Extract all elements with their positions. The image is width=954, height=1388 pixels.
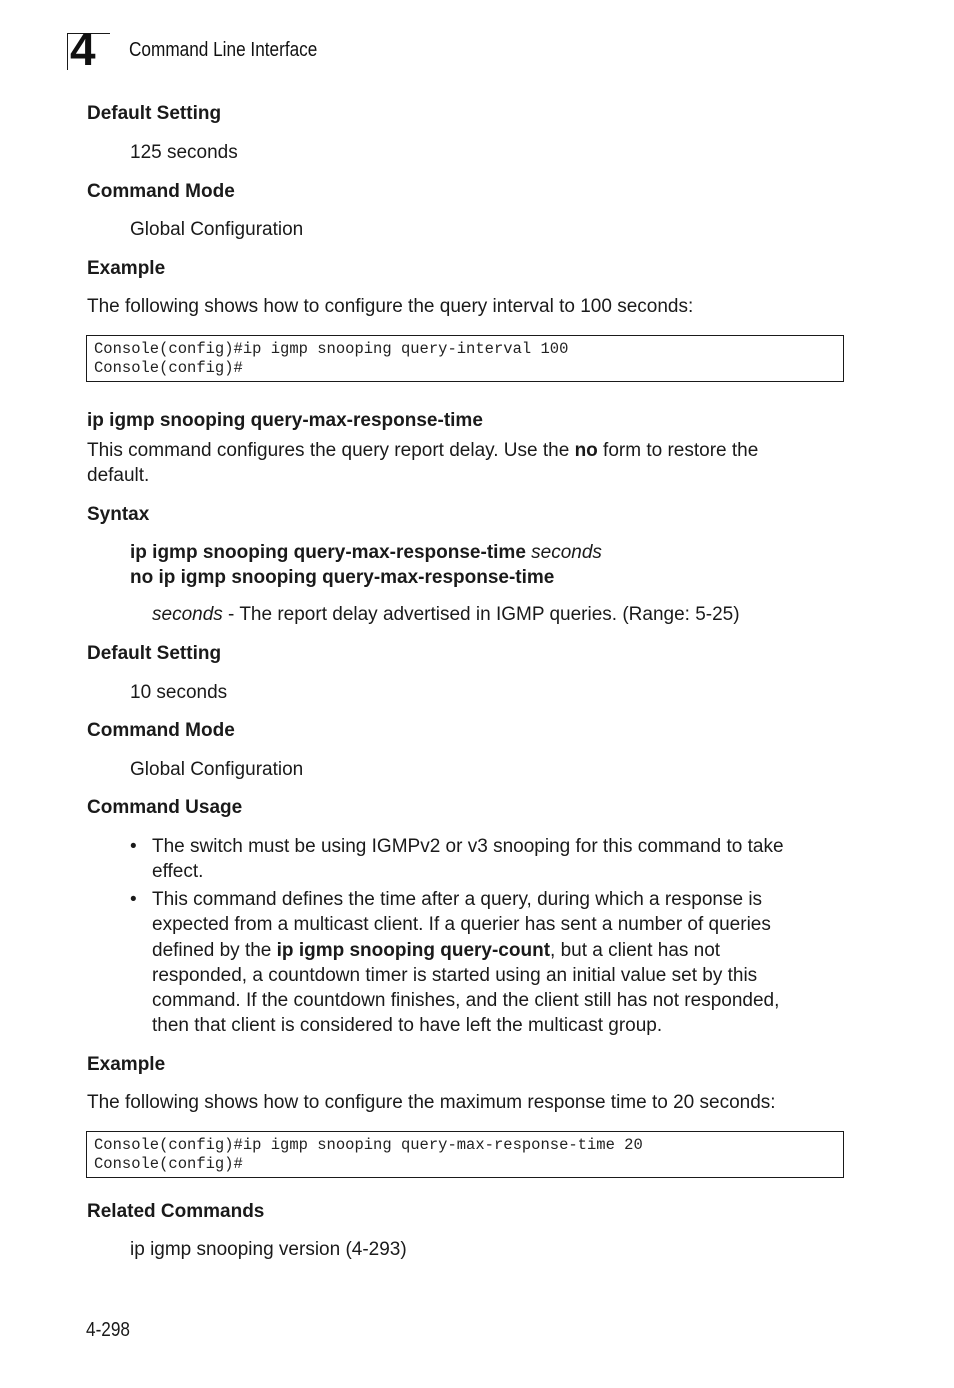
related-commands-heading: Related Commands [87,1201,265,1222]
usage-bullet-1: The switch must be using IGMPv2 or v3 snooping for this command to take effect. [152,836,784,883]
example-heading: Example [87,1054,166,1075]
syntax-command: ip igmp snooping query-max-response-time seconds [130,542,602,563]
example-heading: Example [87,258,166,279]
usage-bullet-2: This command defines the time after a query, during which a response is expected from a multicast client. If a querier has sent a number of queries defined by the ip igmp snooping query-count, but a client has not responded, a countdown timer is started using an initial value set by this command. If the countdown finishes, and the client still has not responded, then that client is considered to have left the multicast group. [152,889,780,1037]
example-intro: The following shows how to configure the query interval to 100 seconds: [87,296,694,317]
code-line: Console(config)# [94,1155,243,1173]
command-mode-value: Global Configuration [130,759,304,780]
command-description: This command configures the query report delay. Use the no form to restore the [87,440,759,461]
default-setting-value: 10 seconds [130,682,228,703]
chapter-title: Command Line Interface [129,39,318,61]
example-intro: The following shows how to configure the maximum response time to 20 seconds: [87,1092,776,1113]
syntax-parameter: seconds - The report delay advertised in IGMP queries. (Range: 5-25) [152,604,740,625]
command-usage-heading: Command Usage [87,797,243,818]
command-description-line2: default. [87,465,150,486]
code-example-block [86,1131,844,1178]
code-line: Console(config)#ip igmp snooping query-max-response-time 20 [94,1136,643,1154]
syntax-heading: Syntax [87,504,150,525]
code-line: Console(config)# [94,359,243,377]
command-mode-value: Global Configuration [130,219,304,240]
default-setting-value: 125 seconds [130,142,238,163]
syntax-no-command: no ip igmp snooping query-max-response-time [130,567,555,588]
bullet-marker: • [130,836,137,857]
code-line: Console(config)#ip igmp snooping query-interval 100 [94,340,569,358]
chapter-number: 4 [70,23,96,75]
code-example-block [86,335,844,382]
command-mode-heading: Command Mode [87,181,235,202]
command-mode-heading: Command Mode [87,720,235,741]
default-setting-heading: Default Setting [87,103,222,124]
command-title: ip igmp snooping query-max-response-time [87,410,483,431]
page-number: 4-298 [86,1319,130,1341]
default-setting-heading: Default Setting [87,643,222,664]
related-command-link[interactable]: ip igmp snooping version (4-293) [130,1239,407,1260]
bullet-marker: • [130,889,137,910]
